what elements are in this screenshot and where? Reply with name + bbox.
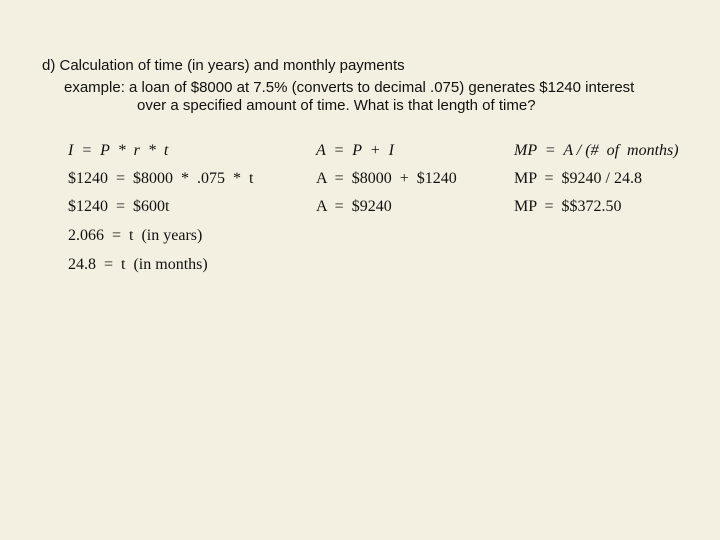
amount-result: A = $9240: [316, 198, 392, 215]
section-heading: d) Calculation of time (in years) and monthly payments: [42, 57, 405, 74]
example-text-line-1: example: a loan of $8000 at 7.5% (converts to decimal .075) generates $1240 interest: [64, 79, 635, 96]
interest-formula: I = P * r * t: [68, 142, 169, 159]
time-in-months: 24.8 = t (in months): [68, 256, 208, 273]
time-in-years: 2.066 = t (in years): [68, 227, 203, 244]
example-text-line-2: over a specified amount of time. What is that length of time?: [137, 97, 536, 114]
amount-substitution: A = $8000 + $1240: [316, 170, 457, 187]
interest-substitution: $1240 = $8000 * .075 * t: [68, 170, 254, 187]
amount-formula: A = P + I: [316, 142, 394, 159]
monthly-payment-formula: MP = A / (# of months): [514, 142, 679, 159]
monthly-payment-result: MP = $$372.50: [514, 198, 622, 215]
monthly-payment-substitution: MP = $9240 / 24.8: [514, 170, 642, 187]
interest-simplified: $1240 = $600t: [68, 198, 170, 215]
